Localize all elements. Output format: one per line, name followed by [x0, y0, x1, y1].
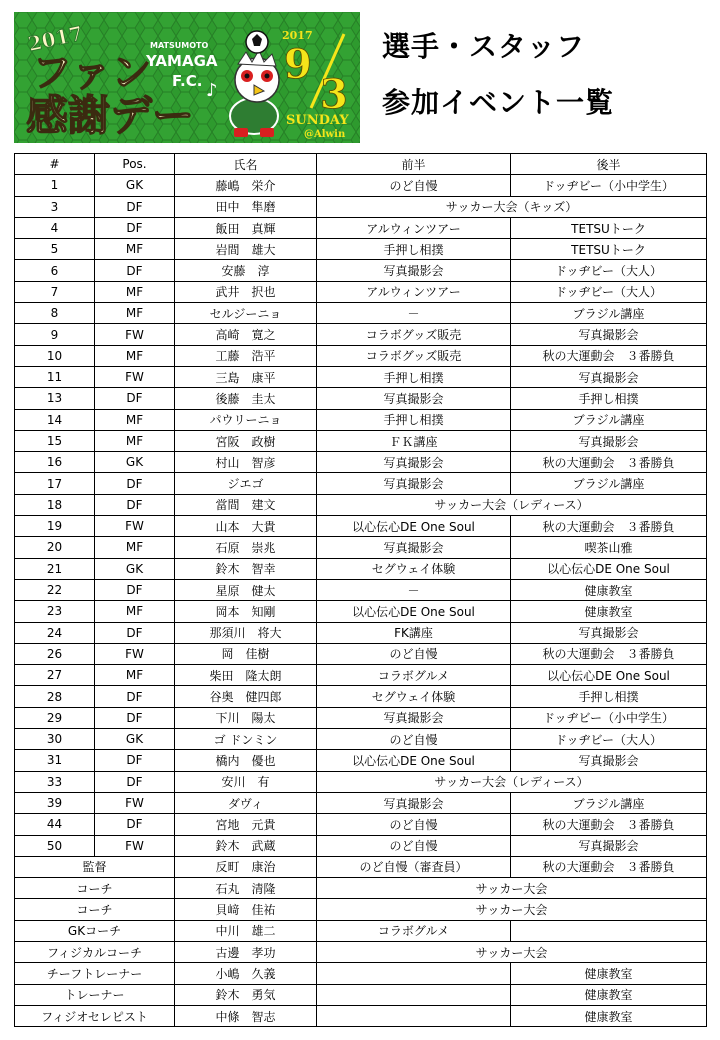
player-row	[15, 792, 707, 813]
player-number: 23	[15, 601, 95, 622]
player-name: 岩間 雄大	[175, 239, 317, 260]
staff-role: 監督	[15, 856, 175, 877]
player-number: 29	[15, 707, 95, 728]
player-row	[15, 516, 707, 537]
staff-role: トレーナー	[15, 984, 175, 1005]
player-row	[15, 686, 707, 707]
event-second-half: 秋の大運動会 ３番勝負	[511, 814, 707, 835]
event-second-half: ドッヂビー（小中学生）	[511, 707, 707, 728]
page-title-line2: 参加イベント一覧	[382, 86, 615, 119]
roster-table	[14, 153, 707, 1027]
banner-date-day: 3	[320, 71, 348, 118]
player-row	[15, 707, 707, 728]
event-first-half: －	[317, 303, 511, 324]
player-position: DF	[95, 196, 175, 217]
player-position: DF	[95, 473, 175, 494]
player-row	[15, 771, 707, 792]
player-name: 那須川 将大	[175, 622, 317, 643]
staff-row	[15, 920, 707, 941]
player-number: 6	[15, 260, 95, 281]
music-note-icon: ♪	[206, 80, 218, 101]
staff-role: コーチ	[15, 878, 175, 899]
banner-event-line2: 感謝デー	[26, 91, 195, 140]
player-name: パウリーニョ	[175, 409, 317, 430]
event-first-half: コラボグッズ販売	[317, 324, 511, 345]
event-second-half: ブラジル講座	[511, 792, 707, 813]
player-position: GK	[95, 729, 175, 750]
player-name: ジエゴ	[175, 473, 317, 494]
player-name: 山本 大貴	[175, 516, 317, 537]
event-second-half: ブラジル講座	[511, 409, 707, 430]
player-row	[15, 579, 707, 600]
event-second-half: TETSUトーク	[511, 217, 707, 238]
player-position: MF	[95, 281, 175, 302]
player-position: FW	[95, 324, 175, 345]
event-first-half: 写真撮影会	[317, 260, 511, 281]
event-second-half: 秋の大運動会 ３番勝負	[511, 516, 707, 537]
event-both-halves: サッカー大会（レディース）	[317, 771, 707, 792]
banner-venue: @Alwin	[304, 129, 346, 140]
event-first-half: コラボグルメ	[317, 920, 511, 941]
event-second-half: 健康教室	[511, 984, 707, 1005]
player-name: 下川 陽太	[175, 707, 317, 728]
staff-role: チーフトレーナー	[15, 963, 175, 984]
event-second-half: 手押し相撲	[511, 686, 707, 707]
event-first-half: アルウィンツアー	[317, 281, 511, 302]
player-position: FW	[95, 366, 175, 387]
page-title-line1: 選手・スタッフ	[382, 30, 586, 63]
player-position: MF	[95, 239, 175, 260]
event-first-half: 以心伝心DE One Soul	[317, 750, 511, 771]
player-name: 工藤 浩平	[175, 345, 317, 366]
player-row	[15, 217, 707, 238]
event-first-half: 以心伝心DE One Soul	[317, 601, 511, 622]
player-row	[15, 345, 707, 366]
event-second-half: 手押し相撲	[511, 388, 707, 409]
player-number: 50	[15, 835, 95, 856]
player-name: 安川 有	[175, 771, 317, 792]
event-first-half: ＦＫ講座	[317, 430, 511, 451]
player-row	[15, 196, 707, 217]
player-number: 28	[15, 686, 95, 707]
staff-role: フィジオセレピスト	[15, 1005, 175, 1026]
player-row	[15, 452, 707, 473]
player-position: DF	[95, 771, 175, 792]
player-position: DF	[95, 217, 175, 238]
event-first-half: コラボグルメ	[317, 665, 511, 686]
player-row	[15, 430, 707, 451]
player-number: 5	[15, 239, 95, 260]
event-second-half: 以心伝心DE One Soul	[511, 665, 707, 686]
banner-year-small: 2017	[282, 29, 313, 42]
event-first-half	[317, 963, 511, 984]
event-second-half: 写真撮影会	[511, 430, 707, 451]
staff-row	[15, 963, 707, 984]
player-number: 21	[15, 558, 95, 579]
event-first-half: セグウェイ体験	[317, 686, 511, 707]
player-name: ダヴィ	[175, 792, 317, 813]
player-position: MF	[95, 409, 175, 430]
event-first-half: のど自慢	[317, 175, 511, 196]
player-position: GK	[95, 452, 175, 473]
event-both-halves: サッカー大会（レディース）	[317, 494, 707, 515]
player-row	[15, 494, 707, 515]
event-second-half: 秋の大運動会 ３番勝負	[511, 856, 707, 877]
banner-date-month: 9	[284, 41, 312, 88]
player-row	[15, 622, 707, 643]
player-row	[15, 260, 707, 281]
event-banner	[14, 12, 360, 143]
event-first-half: 写真撮影会	[317, 452, 511, 473]
player-number: 10	[15, 345, 95, 366]
event-second-half: 秋の大運動会 ３番勝負	[511, 345, 707, 366]
player-row	[15, 643, 707, 664]
player-number: 18	[15, 494, 95, 515]
event-both-halves: サッカー大会	[317, 899, 707, 920]
player-name: 鈴木 武蔵	[175, 835, 317, 856]
player-position: DF	[95, 579, 175, 600]
staff-role: コーチ	[15, 899, 175, 920]
player-number: 44	[15, 814, 95, 835]
staff-row	[15, 878, 707, 899]
event-second-half: 秋の大運動会 ３番勝負	[511, 643, 707, 664]
player-number: 4	[15, 217, 95, 238]
event-first-half	[317, 1005, 511, 1026]
player-number: 16	[15, 452, 95, 473]
banner-club-name: YAMAGA	[146, 52, 218, 70]
staff-name: 鈴木 勇気	[175, 984, 317, 1005]
event-first-half: 写真撮影会	[317, 792, 511, 813]
player-row	[15, 281, 707, 302]
player-name: 飯田 真輝	[175, 217, 317, 238]
player-number: 15	[15, 430, 95, 451]
player-row	[15, 324, 707, 345]
player-name: 田中 隼磨	[175, 196, 317, 217]
col-header-position: Pos.	[95, 154, 175, 175]
event-first-half: のど自慢	[317, 814, 511, 835]
event-second-half: ドッヂビー（大人）	[511, 729, 707, 750]
event-second-half: ブラジル講座	[511, 303, 707, 324]
player-number: 19	[15, 516, 95, 537]
event-second-half: 喫茶山雅	[511, 537, 707, 558]
event-second-half: 写真撮影会	[511, 324, 707, 345]
event-first-half: 写真撮影会	[317, 473, 511, 494]
event-first-half: のど自慢	[317, 835, 511, 856]
player-number: 9	[15, 324, 95, 345]
event-first-half: コラボグッズ販売	[317, 345, 511, 366]
event-second-half: ドッヂビー（大人）	[511, 281, 707, 302]
event-second-half: 健康教室	[511, 579, 707, 600]
player-number: 3	[15, 196, 95, 217]
player-position: MF	[95, 303, 175, 324]
player-row	[15, 388, 707, 409]
player-position: FW	[95, 792, 175, 813]
event-first-half: 手押し相撲	[317, 239, 511, 260]
staff-row	[15, 899, 707, 920]
staff-name: 中川 雄二	[175, 920, 317, 941]
event-second-half: 健康教室	[511, 601, 707, 622]
player-position: DF	[95, 622, 175, 643]
player-position: FW	[95, 643, 175, 664]
player-position: DF	[95, 388, 175, 409]
col-header-number: #	[15, 154, 95, 175]
page-title	[382, 28, 712, 122]
player-number: 13	[15, 388, 95, 409]
player-name: 安藤 淳	[175, 260, 317, 281]
event-second-half: ドッヂビー（大人）	[511, 260, 707, 281]
player-position: FW	[95, 835, 175, 856]
col-header-name: 氏名	[175, 154, 317, 175]
event-first-half: －	[317, 579, 511, 600]
player-number: 31	[15, 750, 95, 771]
player-row	[15, 750, 707, 771]
staff-name: 中條 智志	[175, 1005, 317, 1026]
banner-event-line1: ファン	[32, 50, 152, 96]
player-row	[15, 537, 707, 558]
player-name: 鈴木 智幸	[175, 558, 317, 579]
event-first-half: 写真撮影会	[317, 707, 511, 728]
player-name: 宮阪 政樹	[175, 430, 317, 451]
event-both-halves: サッカー大会	[317, 941, 707, 962]
banner-club-fc: F.C.	[172, 72, 203, 90]
staff-name: 小嶋 久義	[175, 963, 317, 984]
player-number: 22	[15, 579, 95, 600]
player-position: DF	[95, 260, 175, 281]
player-name: 星原 健太	[175, 579, 317, 600]
banner-weekday: SUNDAY	[286, 113, 349, 128]
player-name: 藤嶋 栄介	[175, 175, 317, 196]
staff-name: 石丸 清隆	[175, 878, 317, 899]
event-second-half	[511, 920, 707, 941]
player-position: MF	[95, 430, 175, 451]
player-row	[15, 473, 707, 494]
player-row	[15, 409, 707, 430]
event-second-half: 健康教室	[511, 1005, 707, 1026]
player-row	[15, 814, 707, 835]
player-name: 三島 康平	[175, 366, 317, 387]
event-first-half	[317, 984, 511, 1005]
player-position: DF	[95, 686, 175, 707]
player-name: 高崎 寛之	[175, 324, 317, 345]
player-position: MF	[95, 537, 175, 558]
player-name: 當間 建文	[175, 494, 317, 515]
player-name: 谷奥 健四郎	[175, 686, 317, 707]
player-number: 20	[15, 537, 95, 558]
event-first-half: 写真撮影会	[317, 388, 511, 409]
player-position: DF	[95, 494, 175, 515]
player-number: 11	[15, 366, 95, 387]
player-number: 39	[15, 792, 95, 813]
staff-name: 貝﨑 佳祐	[175, 899, 317, 920]
player-name: 村山 智彦	[175, 452, 317, 473]
staff-role: GKコーチ	[15, 920, 175, 941]
event-second-half: 写真撮影会	[511, 750, 707, 771]
player-name: 橋内 優也	[175, 750, 317, 771]
player-name: 岡 佳樹	[175, 643, 317, 664]
player-position: GK	[95, 558, 175, 579]
banner-year: 2017	[25, 21, 86, 57]
event-first-half: のど自慢（審査員）	[317, 856, 511, 877]
roster-body	[15, 175, 707, 1027]
player-name: 岡本 知剛	[175, 601, 317, 622]
event-first-half: のど自慢	[317, 643, 511, 664]
event-second-half: 以心伝心DE One Soul	[511, 558, 707, 579]
col-header-second-half: 後半	[511, 154, 707, 175]
event-second-half: ブラジル講座	[511, 473, 707, 494]
player-number: 27	[15, 665, 95, 686]
player-position: DF	[95, 707, 175, 728]
event-first-half: アルウィンツアー	[317, 217, 511, 238]
player-position: MF	[95, 601, 175, 622]
col-header-first-half: 前半	[317, 154, 511, 175]
player-name: 後藤 圭太	[175, 388, 317, 409]
table-header-row	[15, 154, 707, 175]
player-number: 24	[15, 622, 95, 643]
player-position: GK	[95, 175, 175, 196]
event-second-half: 健康教室	[511, 963, 707, 984]
player-name: 石原 崇兆	[175, 537, 317, 558]
player-row	[15, 366, 707, 387]
event-both-halves: サッカー大会（キッズ）	[317, 196, 707, 217]
player-position: DF	[95, 750, 175, 771]
player-row	[15, 729, 707, 750]
player-position: MF	[95, 345, 175, 366]
staff-row	[15, 941, 707, 962]
event-first-half: セグウェイ体験	[317, 558, 511, 579]
player-position: FW	[95, 516, 175, 537]
player-row	[15, 601, 707, 622]
player-number: 7	[15, 281, 95, 302]
player-number: 8	[15, 303, 95, 324]
player-number: 33	[15, 771, 95, 792]
staff-role: フィジカルコーチ	[15, 941, 175, 962]
player-number: 30	[15, 729, 95, 750]
event-first-half: のど自慢	[317, 729, 511, 750]
event-second-half: 秋の大運動会 ３番勝負	[511, 452, 707, 473]
event-second-half: ドッヂビー（小中学生）	[511, 175, 707, 196]
player-row	[15, 835, 707, 856]
staff-row	[15, 984, 707, 1005]
player-name: 柴田 隆太朗	[175, 665, 317, 686]
banner-club-top: MATSUMOTO	[150, 41, 209, 50]
player-name: セルジーニョ	[175, 303, 317, 324]
staff-row	[15, 1005, 707, 1026]
player-row	[15, 175, 707, 196]
event-first-half: 手押し相撲	[317, 366, 511, 387]
event-second-half: 写真撮影会	[511, 835, 707, 856]
player-number: 14	[15, 409, 95, 430]
event-first-half: 手押し相撲	[317, 409, 511, 430]
player-row	[15, 558, 707, 579]
player-position: DF	[95, 814, 175, 835]
player-row	[15, 303, 707, 324]
staff-row	[15, 856, 707, 877]
staff-name: 古邊 孝功	[175, 941, 317, 962]
player-number: 26	[15, 643, 95, 664]
player-number: 17	[15, 473, 95, 494]
player-name: 武井 択也	[175, 281, 317, 302]
player-position: MF	[95, 665, 175, 686]
event-first-half: 以心伝心DE One Soul	[317, 516, 511, 537]
player-name: 宮地 元貴	[175, 814, 317, 835]
event-first-half: FK講座	[317, 622, 511, 643]
player-row	[15, 239, 707, 260]
player-row	[15, 665, 707, 686]
staff-name: 反町 康治	[175, 856, 317, 877]
event-second-half: 写真撮影会	[511, 622, 707, 643]
event-both-halves: サッカー大会	[317, 878, 707, 899]
player-number: 1	[15, 175, 95, 196]
event-second-half: 写真撮影会	[511, 366, 707, 387]
event-second-half: TETSUトーク	[511, 239, 707, 260]
event-first-half: 写真撮影会	[317, 537, 511, 558]
player-name: ゴ ドンミン	[175, 729, 317, 750]
